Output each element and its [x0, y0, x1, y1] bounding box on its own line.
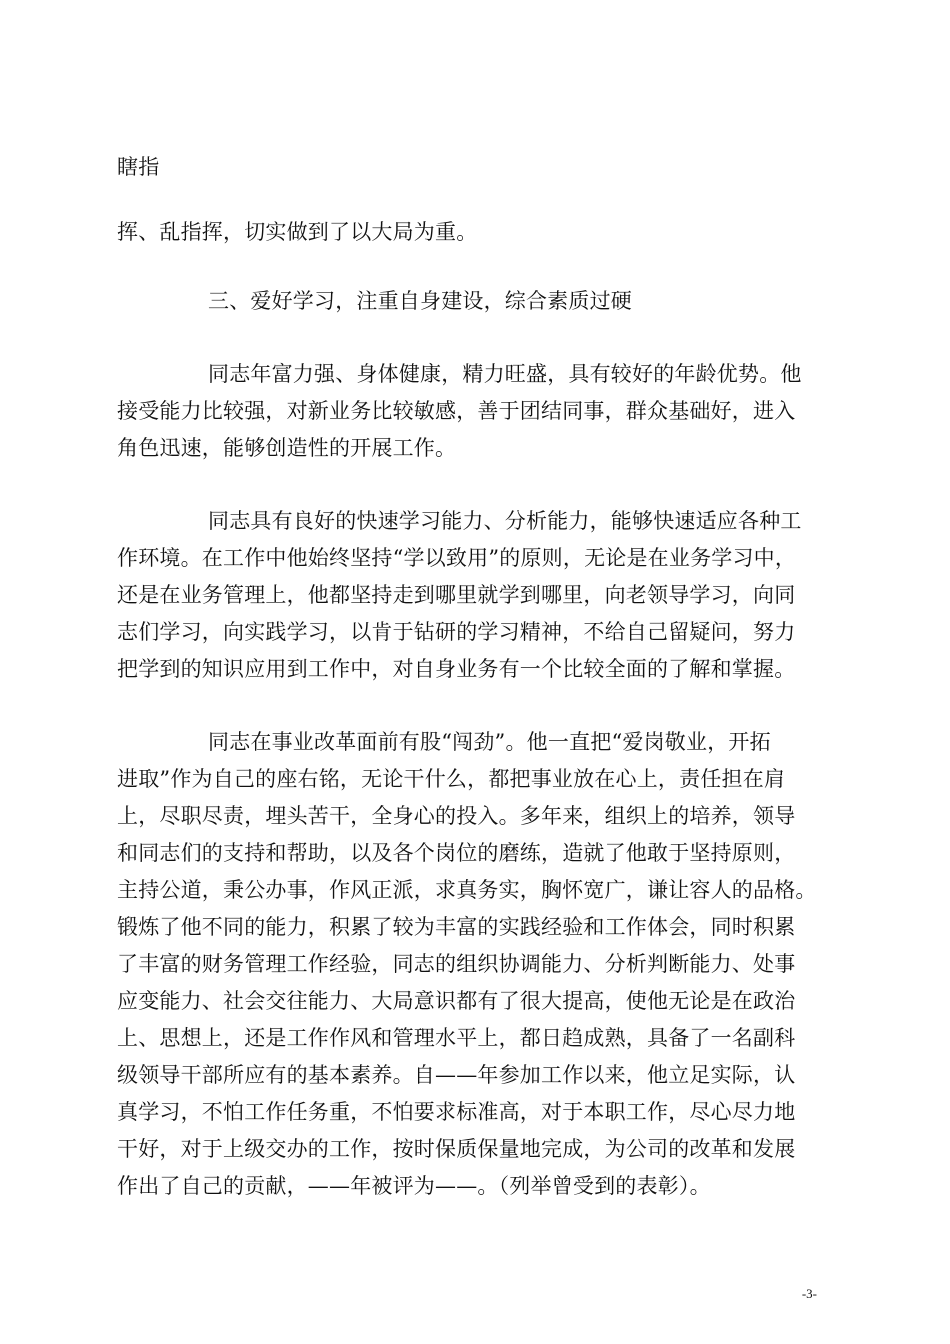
paragraph-line: 接受能力比较强，对新业务比较敏感，善于团结同事，群众基础好，进入: [117, 399, 796, 423]
section-heading: 三、爱好学习，注重自身建设，综合素质过硬: [208, 289, 632, 313]
paragraph-line: 锻炼了他不同的能力，积累了较为丰富的实践经验和工作体会，同时积累: [117, 915, 796, 939]
paragraph-line: 同志具有良好的快速学习能力、分析能力，能够快速适应各种工: [208, 509, 802, 533]
paragraph-line: 作环境。在工作中他始终坚持“学以致用”的原则，无论是在业务学习中，: [117, 546, 797, 570]
paragraph-line: 干好，对于上级交办的工作，按时保质保量地完成，为公司的改革和发展: [117, 1137, 796, 1161]
paragraph-line: 把学到的知识应用到工作中，对自身业务有一个比较全面的了解和掌握。: [117, 657, 796, 681]
paragraph-line: 进取”作为自己的座右铭，无论干什么，都把事业放在心上，责任担在肩: [117, 767, 786, 791]
paragraph-line: 角色迅速，能够创造性的开展工作。: [117, 436, 457, 460]
paragraph-line: 级领导干部所应有的基本素养。自——年参加工作以来，他立足实际，认: [117, 1063, 796, 1087]
paragraph-line: 主持公道，秉公办事，作风正派，求真务实，胸怀宽广，谦让容人的品格。: [117, 878, 817, 902]
text-line: 瞎指: [117, 155, 160, 179]
paragraph-line: 同志在事业改革面前有股“闯劲”。他一直把“爱岗敬业，开拓: [208, 730, 771, 754]
paragraph-line: 还是在业务管理上，他都坚持走到哪里就学到哪里，向老领导学习，向同: [117, 583, 796, 607]
page-number: -3-: [801, 1286, 817, 1301]
paragraph-line: 应变能力、社会交往能力、大局意识都有了很大提高，使他无论是在政治: [117, 989, 796, 1013]
paragraph-line: 上，尽职尽责，埋头苦干，全身心的投入。多年来，组织上的培养，领导: [117, 804, 796, 828]
paragraph-line: 同志年富力强、身体健康，精力旺盛，具有较好的年龄优势。他: [208, 362, 802, 386]
paragraph-line: 志们学习，向实践学习，以肯于钻研的学习精神，不给自己留疑问，努力: [117, 620, 796, 644]
paragraph-line: 和同志们的支持和帮助，以及各个岗位的磨练，造就了他敢于坚持原则，: [117, 841, 796, 865]
paragraph-line: 上、思想上，还是工作作风和管理水平上，都日趋成熟，具备了一名副科: [117, 1026, 796, 1050]
paragraph-line: 真学习，不怕工作任务重，不怕要求标准高，对于本职工作，尽心尽力地: [117, 1100, 796, 1124]
paragraph-line: 了丰富的财务管理工作经验，同志的组织协调能力、分析判断能力、处事: [117, 952, 796, 976]
paragraph-line: 作出了自己的贡献，——年被评为——。（列举曾受到的表彰）。: [117, 1174, 711, 1198]
text-line: 挥、乱指挥，切实做到了以大局为重。: [117, 220, 478, 244]
